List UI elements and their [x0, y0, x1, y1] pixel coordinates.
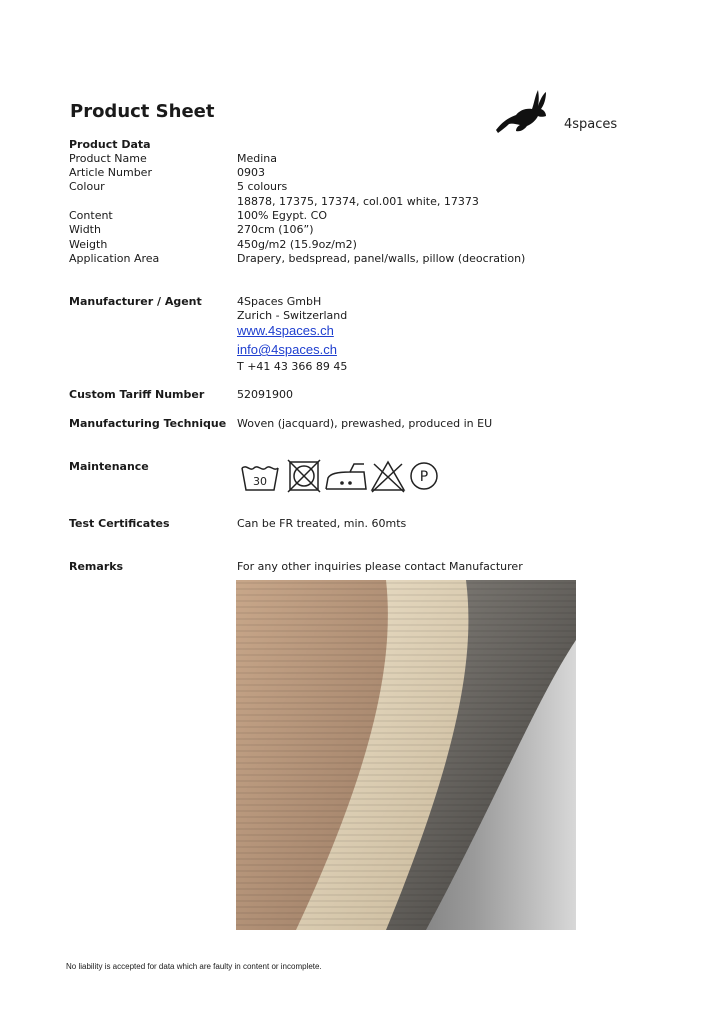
wash-30-icon [242, 467, 278, 490]
dry-clean-letter: P [419, 469, 429, 485]
weight-value: 450g/m2 (15.9oz/m2) [237, 238, 357, 251]
brand-name: 4spaces [564, 117, 618, 132]
footer-disclaimer: No liability is accepted for data which are faulty in content or incomplete. [66, 962, 322, 971]
colour-label: Colour [69, 180, 105, 193]
maintenance-label: Maintenance [69, 460, 149, 473]
tariff-value: 52091900 [237, 388, 293, 401]
technique-label: Manufacturing Technique [69, 417, 227, 430]
colour-codes-value: 18878, 17375, 17374, col.001 white, 17373 [237, 195, 479, 208]
application-area-label: Application Area [69, 252, 160, 265]
article-number-label: Article Number [69, 166, 152, 179]
certificates-label: Test Certificates [69, 517, 170, 530]
manufacturer-label: Manufacturer / Agent [69, 295, 202, 308]
remarks-label: Remarks [69, 560, 124, 573]
technique-value: Woven (jacquard), prewashed, produced in EU [237, 417, 493, 430]
wash-temp-label: 30 [253, 475, 267, 488]
width-value: 270cm (106”) [237, 223, 314, 236]
content-value: 100% Egypt. CO [237, 209, 328, 222]
application-area-value: Drapery, bedspread, panel/walls, pillow (deocration) [237, 252, 526, 265]
certificates-value: Can be FR treated, min. 60mts [237, 517, 407, 530]
care-symbols [240, 458, 445, 494]
product-name-label: Product Name [69, 152, 147, 165]
website-link[interactable]: www.4spaces.ch [237, 323, 334, 338]
manufacturer-location: Zurich - Switzerland [237, 309, 348, 322]
email-link[interactable]: info@4spaces.ch [237, 342, 337, 357]
product-name-value: Medina [237, 152, 278, 165]
no-bleach-icon [372, 462, 404, 492]
manufacturer-name: 4Spaces GmbH [237, 295, 322, 308]
tariff-label: Custom Tariff Number [69, 388, 205, 401]
fabric-photo [236, 580, 576, 930]
phone-number: T +41 43 366 89 45 [237, 360, 348, 373]
remarks-value: For any other inquiries please contact Manufacturer [237, 560, 523, 573]
brand-logo [494, 88, 618, 136]
rabbit-logo-icon [494, 88, 564, 136]
dry-clean-p-icon [411, 463, 437, 489]
no-tumble-dry-icon [288, 460, 320, 492]
product-data-heading: Product Data [69, 138, 151, 151]
article-number-value: 0903 [237, 166, 265, 179]
iron-two-dots-icon [326, 464, 366, 489]
content-label: Content [69, 209, 113, 222]
weight-label: Weigth [69, 238, 108, 251]
page-title: Product Sheet [70, 101, 215, 122]
width-label: Width [69, 223, 101, 236]
colour-value: 5 colours [237, 180, 288, 193]
